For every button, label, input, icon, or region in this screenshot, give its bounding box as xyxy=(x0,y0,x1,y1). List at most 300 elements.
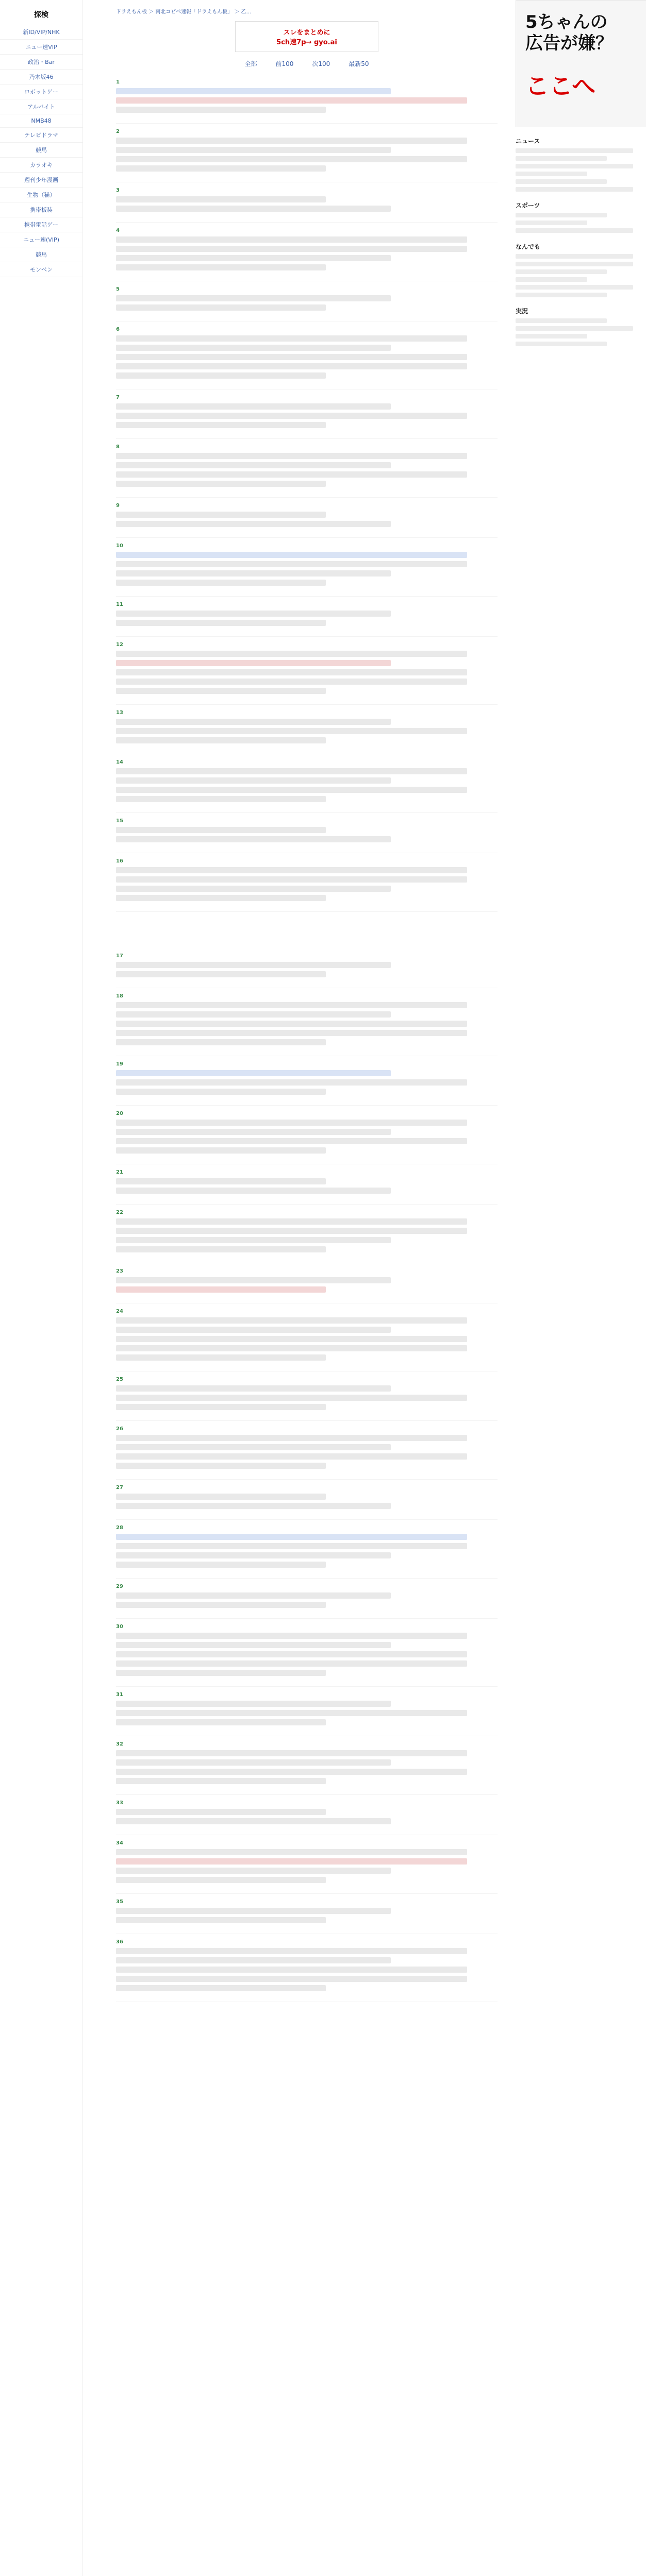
post-body xyxy=(116,1277,498,1293)
post-text-line xyxy=(116,264,326,270)
post-number[interactable]: 30 xyxy=(116,1624,123,1630)
post-number[interactable]: 20 xyxy=(116,1111,123,1116)
nav-item[interactable]: モンペン xyxy=(0,262,82,277)
post xyxy=(116,597,498,637)
post-text-line xyxy=(116,206,391,212)
post-header xyxy=(116,1210,498,1215)
sidebar-ad-line-1: 5ちゃんの 広告が嫌？ xyxy=(525,12,613,54)
post-body xyxy=(116,88,498,113)
sidebar-live-heading: 実況 xyxy=(516,308,528,315)
post xyxy=(116,1520,498,1579)
sidebar-line[interactable] xyxy=(516,179,607,184)
post-text-line xyxy=(116,580,326,586)
post-text-line xyxy=(116,1354,326,1361)
post-text-line xyxy=(116,1957,391,1963)
post-header xyxy=(116,1939,498,1945)
sidebar-ad-line-2: ここへ xyxy=(525,72,596,100)
post xyxy=(116,1835,498,1894)
post-body xyxy=(116,827,498,842)
post-text-line xyxy=(116,363,467,369)
tab-prev-100[interactable]: 前100 xyxy=(275,60,294,67)
post-number[interactable]: 25 xyxy=(116,1377,123,1382)
sidebar-line[interactable] xyxy=(516,342,607,346)
post-body xyxy=(116,552,498,586)
post-header xyxy=(116,1268,498,1274)
main-content xyxy=(116,0,498,2002)
post-body xyxy=(116,1948,498,1991)
post-number[interactable]: 32 xyxy=(116,1741,123,1747)
post-text-line xyxy=(116,1877,326,1883)
post-text-line xyxy=(116,1503,391,1509)
post-text-line xyxy=(116,1435,467,1441)
post-header xyxy=(116,188,498,193)
post-text-line xyxy=(116,669,467,675)
pagination-tabs xyxy=(116,59,498,68)
post-number[interactable]: 35 xyxy=(116,1899,123,1905)
post-text-line xyxy=(116,413,467,419)
post-text-line xyxy=(116,1818,391,1824)
post xyxy=(116,439,498,498)
nav-item[interactable]: 生物（猫） xyxy=(0,188,82,202)
post-number[interactable]: 27 xyxy=(116,1485,123,1490)
post-body xyxy=(116,1592,498,1608)
post-text-line xyxy=(116,876,467,883)
post-body xyxy=(116,1435,498,1469)
post-header xyxy=(116,642,498,648)
post-text-line xyxy=(116,1809,326,1815)
post-text-line xyxy=(116,1317,467,1324)
post-text-line xyxy=(116,1759,391,1766)
post-text-line xyxy=(116,1021,467,1027)
post-body xyxy=(116,295,498,311)
nav-title: 探検 xyxy=(34,11,48,19)
post-text-line xyxy=(116,1985,326,1991)
post-number[interactable]: 14 xyxy=(116,759,123,765)
post-text-line xyxy=(116,1642,391,1648)
post-body xyxy=(116,1633,498,1676)
post-text-line xyxy=(116,156,467,162)
post-text-line xyxy=(116,165,326,172)
post-body xyxy=(116,1750,498,1784)
tab-next-100[interactable]: 次100 xyxy=(312,60,330,67)
nav-item[interactable]: 競馬 xyxy=(0,143,82,158)
post-text-line xyxy=(116,246,467,252)
sidebar-line[interactable] xyxy=(516,221,587,225)
post-text-line xyxy=(116,620,326,626)
post xyxy=(116,281,498,321)
post-number[interactable]: 24 xyxy=(116,1309,123,1314)
post-body xyxy=(116,1849,498,1883)
post-text-line xyxy=(116,1039,326,1045)
post-text-line xyxy=(116,1778,326,1784)
post-text-line xyxy=(116,1908,391,1914)
post-body xyxy=(116,512,498,527)
post-number[interactable]: 6 xyxy=(116,327,120,332)
post-number[interactable]: 34 xyxy=(116,1840,123,1846)
post-header xyxy=(116,1692,498,1698)
tab-all[interactable]: 全部 xyxy=(244,60,257,67)
post-header xyxy=(116,395,498,400)
post-text-line xyxy=(116,1385,391,1392)
post-text-line xyxy=(116,453,467,459)
post-text-line xyxy=(116,561,467,567)
post-header xyxy=(116,1170,498,1175)
sidebar-line[interactable] xyxy=(516,172,587,176)
post-text-line xyxy=(116,138,467,144)
sidebar-line[interactable] xyxy=(516,228,633,233)
post-header xyxy=(116,1584,498,1589)
post-text-line xyxy=(116,1188,391,1194)
post-header xyxy=(116,444,498,450)
post-number[interactable]: 4 xyxy=(116,228,120,233)
sidebar-line[interactable] xyxy=(516,334,587,338)
nav-item[interactable]: アルバイト xyxy=(0,99,82,114)
post-text-line xyxy=(116,1849,467,1855)
post-text-line xyxy=(116,1444,391,1450)
post-text-line xyxy=(116,521,391,527)
post-body xyxy=(116,867,498,901)
post xyxy=(116,1421,498,1480)
post-body xyxy=(116,403,498,428)
post-body xyxy=(116,138,498,172)
sidebar-sports-heading: スポーツ xyxy=(516,202,540,209)
post-text-line xyxy=(116,827,326,833)
post xyxy=(116,498,498,538)
post-text-line xyxy=(116,462,391,468)
post-number[interactable]: 21 xyxy=(116,1170,123,1175)
post-header xyxy=(116,953,498,959)
nav-item[interactable]: 競馬 xyxy=(0,247,82,262)
sidebar-line[interactable] xyxy=(516,213,607,217)
post xyxy=(116,813,498,853)
post-number[interactable]: 28 xyxy=(116,1525,123,1531)
nav-item[interactable]: 政治・Bar xyxy=(0,55,82,70)
post-number[interactable]: 15 xyxy=(116,818,123,824)
post-text-line xyxy=(116,1633,467,1639)
sidebar-line[interactable] xyxy=(516,293,607,297)
post-number[interactable]: 1 xyxy=(116,79,120,85)
post xyxy=(116,853,498,912)
post-text-line xyxy=(116,1277,391,1283)
post-text-line xyxy=(116,1404,326,1410)
post xyxy=(116,1164,498,1205)
post-body xyxy=(116,335,498,379)
post-number[interactable]: 11 xyxy=(116,602,123,607)
nav-item[interactable]: 週刊少年漫画 xyxy=(0,173,82,188)
post-text-line xyxy=(116,1147,326,1154)
post-header xyxy=(116,1800,498,1806)
post-body xyxy=(116,1908,498,1923)
post-body xyxy=(116,453,498,487)
post-text-line xyxy=(116,867,467,873)
post-text-line xyxy=(116,1395,467,1401)
post-number[interactable]: 33 xyxy=(116,1800,123,1806)
post-text-line xyxy=(116,295,391,301)
post xyxy=(116,637,498,705)
post-number[interactable]: 10 xyxy=(116,543,123,549)
post-header xyxy=(116,79,498,85)
post xyxy=(116,389,498,439)
post-number[interactable]: 16 xyxy=(116,858,123,864)
post-text-line xyxy=(116,1286,326,1293)
post-text-line xyxy=(116,1651,467,1657)
nav-item[interactable]: カラオキ xyxy=(0,158,82,173)
sidebar-anything-heading: なんでも xyxy=(516,243,541,250)
post-text-line xyxy=(116,1562,326,1568)
post-header xyxy=(116,1899,498,1905)
post-number[interactable]: 5 xyxy=(116,286,120,292)
post xyxy=(116,1795,498,1835)
nav-item[interactable]: 新ID/VIP/NHK xyxy=(0,25,82,40)
post-header xyxy=(116,858,498,864)
post-header xyxy=(116,818,498,824)
post-text-line xyxy=(116,728,467,734)
post xyxy=(116,1106,498,1164)
post-text-line xyxy=(116,1917,326,1923)
post-header xyxy=(116,543,498,549)
post-list xyxy=(116,74,498,2002)
sidebar-line[interactable] xyxy=(516,285,633,290)
post-text-line xyxy=(116,777,391,784)
post-body xyxy=(116,1701,498,1725)
post-number[interactable]: 18 xyxy=(116,993,123,999)
post-text-line xyxy=(116,552,467,558)
post-text-line xyxy=(116,1592,391,1599)
post-header xyxy=(116,993,498,999)
post-text-line xyxy=(116,1463,326,1469)
post-text-line xyxy=(116,611,391,617)
promo-box[interactable] xyxy=(235,21,378,52)
post xyxy=(116,1056,498,1106)
post-text-line xyxy=(116,1769,467,1775)
breadcrumb[interactable]: ドラえもん板 ＞ 南北コピペ速報「ドラえもん板」 ＞ 乙… xyxy=(116,9,252,15)
post-text-line xyxy=(116,1246,326,1252)
post-text-line xyxy=(116,481,326,487)
post-number[interactable]: 31 xyxy=(116,1692,123,1698)
post-text-line xyxy=(116,768,467,774)
post-text-line xyxy=(116,107,326,113)
post-number[interactable]: 3 xyxy=(116,188,120,193)
post xyxy=(116,705,498,754)
sidebar-line[interactable] xyxy=(516,326,633,331)
promo-line-2: 5ch速7p→ gyo.ai xyxy=(276,39,337,46)
post-text-line xyxy=(116,1089,326,1095)
post-text-line xyxy=(116,1976,467,1982)
post-text-line xyxy=(116,422,326,428)
post-text-line xyxy=(116,1602,326,1608)
nav-item[interactable]: ロボットゲー xyxy=(0,84,82,99)
post xyxy=(116,124,498,182)
nav-item[interactable]: ニュー速(VIP) xyxy=(0,232,82,247)
post xyxy=(116,1480,498,1520)
sidebar-news xyxy=(516,137,646,192)
post-text-line xyxy=(116,1868,391,1874)
post-number[interactable]: 13 xyxy=(116,710,123,716)
post-body xyxy=(116,962,498,977)
sidebar-line[interactable] xyxy=(516,148,633,153)
post-text-line xyxy=(116,1345,467,1351)
post-text-line xyxy=(116,97,467,104)
post-text-line xyxy=(116,796,326,802)
post-text-line xyxy=(116,1237,391,1243)
post-text-line xyxy=(116,971,326,977)
nav-item[interactable]: 携帯板装 xyxy=(0,202,82,217)
post-text-line xyxy=(116,1494,326,1500)
post-header xyxy=(116,602,498,607)
post-text-line xyxy=(116,147,391,153)
post xyxy=(116,1205,498,1263)
post-number[interactable]: 19 xyxy=(116,1061,123,1067)
post xyxy=(116,1934,498,2002)
post-number[interactable]: 17 xyxy=(116,953,123,959)
post-header xyxy=(116,1111,498,1116)
post-body xyxy=(116,1178,498,1194)
sidebar-line[interactable] xyxy=(516,262,633,266)
post xyxy=(116,754,498,813)
post-header xyxy=(116,228,498,233)
post-body xyxy=(116,1120,498,1154)
post xyxy=(116,988,498,1056)
nav-item[interactable]: テレビドラマ xyxy=(0,128,82,143)
post-text-line xyxy=(116,836,391,842)
sidebar-live xyxy=(516,307,646,346)
post-text-line xyxy=(116,1701,391,1707)
left-navigation xyxy=(0,0,83,2576)
post-text-line xyxy=(116,236,467,243)
post-text-line xyxy=(116,688,326,694)
post-text-line xyxy=(116,255,391,261)
sidebar-line[interactable] xyxy=(516,254,633,259)
post-header xyxy=(116,1525,498,1531)
post-number[interactable]: 12 xyxy=(116,642,123,648)
post-header xyxy=(116,129,498,134)
post-header xyxy=(116,286,498,292)
sidebar-line[interactable] xyxy=(516,318,607,323)
post-text-line xyxy=(116,787,467,793)
post-header xyxy=(116,1309,498,1314)
post-text-line xyxy=(116,1138,467,1144)
promo-line-1: スレをまとめに xyxy=(283,29,330,37)
post-number[interactable]: 22 xyxy=(116,1210,123,1215)
nav-item[interactable]: 乃木坂46 xyxy=(0,70,82,84)
post xyxy=(116,321,498,389)
post xyxy=(116,1263,498,1303)
post-text-line xyxy=(116,1079,467,1086)
post-number[interactable]: 7 xyxy=(116,395,120,400)
post-text-line xyxy=(116,1710,467,1716)
post-number[interactable]: 8 xyxy=(116,444,120,450)
post-number[interactable]: 9 xyxy=(116,503,120,509)
post-header xyxy=(116,1377,498,1382)
sidebar-line[interactable] xyxy=(516,187,633,192)
post-number[interactable]: 23 xyxy=(116,1268,123,1274)
post-header xyxy=(116,1426,498,1432)
post-body xyxy=(116,1317,498,1361)
post-header xyxy=(116,1624,498,1630)
post xyxy=(116,1687,498,1736)
post-text-line xyxy=(116,345,391,351)
post-text-line xyxy=(116,962,391,968)
post-body xyxy=(116,196,498,212)
post-text-line xyxy=(116,1750,467,1756)
nav-list xyxy=(0,25,82,277)
post-text-line xyxy=(116,895,326,901)
sidebar-ad[interactable] xyxy=(516,0,646,127)
post-text-line xyxy=(116,1327,391,1333)
tab-latest-50[interactable]: 最新50 xyxy=(349,60,369,67)
post xyxy=(116,74,498,124)
post-body xyxy=(116,1070,498,1095)
post-body xyxy=(116,1494,498,1509)
nav-item[interactable]: NMB48 xyxy=(0,114,82,128)
post-body xyxy=(116,768,498,802)
post-text-line xyxy=(116,1858,467,1865)
post-text-line xyxy=(116,1967,467,1973)
post-text-line xyxy=(116,1660,467,1667)
post-body xyxy=(116,1534,498,1568)
post-text-line xyxy=(116,1534,467,1540)
post-text-line xyxy=(116,1543,467,1549)
sidebar-anything xyxy=(516,242,646,297)
sidebar-line[interactable] xyxy=(516,269,607,274)
post xyxy=(116,1303,498,1371)
post-text-line xyxy=(116,372,326,379)
post-header xyxy=(116,759,498,765)
thread-spacer xyxy=(116,912,498,948)
post-header xyxy=(116,327,498,332)
post-body xyxy=(116,1809,498,1824)
post-text-line xyxy=(116,737,326,743)
post-text-line xyxy=(116,679,467,685)
post-text-line xyxy=(116,719,391,725)
post xyxy=(116,948,498,988)
post-text-line xyxy=(116,1228,467,1234)
post-text-line xyxy=(116,1719,326,1725)
post-number[interactable]: 2 xyxy=(116,129,120,134)
post-header xyxy=(116,710,498,716)
sidebar-line[interactable] xyxy=(516,164,633,168)
post xyxy=(116,223,498,281)
post-header xyxy=(116,503,498,509)
post-text-line xyxy=(116,1218,467,1225)
nav-item[interactable]: 携帯電話ゲー xyxy=(0,217,82,232)
post xyxy=(116,1579,498,1619)
post-text-line xyxy=(116,1948,467,1954)
post-text-line xyxy=(116,354,467,360)
post-text-line xyxy=(116,196,326,202)
post-text-line xyxy=(116,1011,391,1018)
post-text-line xyxy=(116,1129,391,1135)
post-header xyxy=(116,1061,498,1067)
post-number[interactable]: 36 xyxy=(116,1939,123,1945)
sidebar-line[interactable] xyxy=(516,277,587,282)
post-text-line xyxy=(116,512,326,518)
post xyxy=(116,1619,498,1687)
nav-item[interactable]: ニュー速VIP xyxy=(0,40,82,55)
post-text-line xyxy=(116,1670,326,1676)
right-sidebar xyxy=(516,0,646,349)
post-text-line xyxy=(116,570,391,577)
post-header xyxy=(116,1485,498,1490)
post-text-line xyxy=(116,1002,467,1008)
sidebar-line[interactable] xyxy=(516,156,607,161)
post xyxy=(116,1736,498,1795)
sidebar-news-heading: ニュース xyxy=(516,138,540,145)
post-text-line xyxy=(116,335,467,342)
post-body xyxy=(116,719,498,743)
post-number[interactable]: 26 xyxy=(116,1426,123,1432)
post-number[interactable]: 29 xyxy=(116,1584,123,1589)
